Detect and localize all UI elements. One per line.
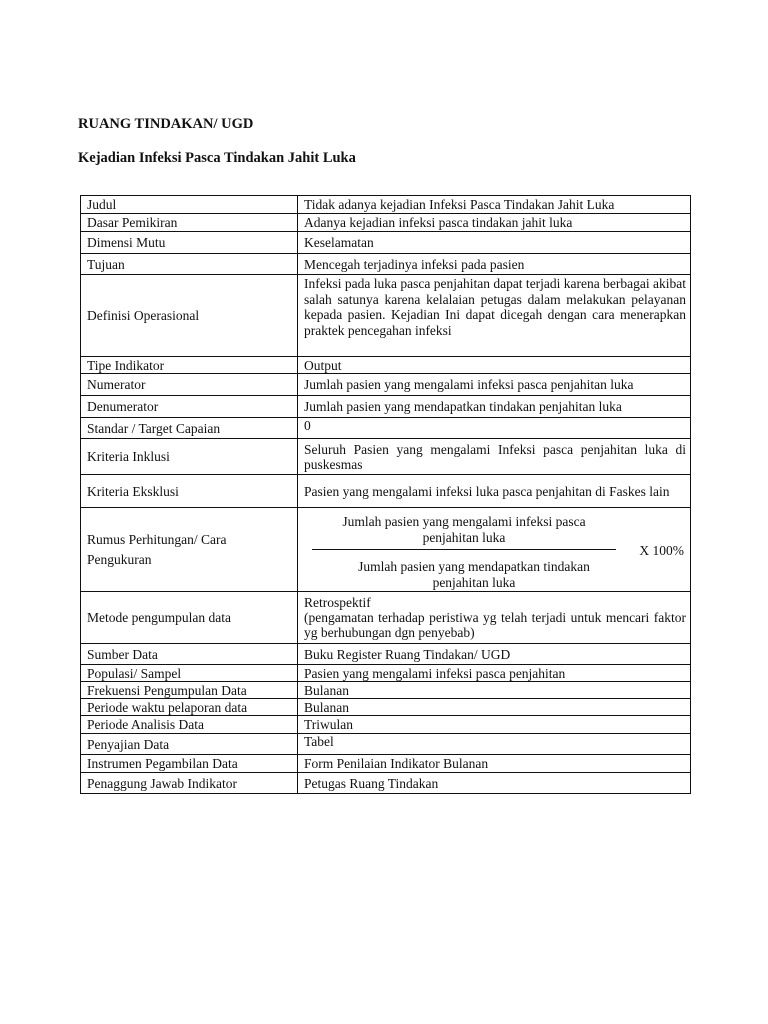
table-row (81, 396, 691, 418)
table-row (81, 773, 691, 794)
table-row (81, 275, 691, 357)
row-label: Tipe Indikator (81, 357, 298, 374)
method-note: (pengamatan terhadap peristiwa yg telah terjadi untuk mencari faktor yg berhubungan dgn penyebab) (304, 610, 686, 640)
row-value: Tidak adanya kejadian Infeksi Pasca Tindakan Jahit Luka (298, 196, 691, 214)
row-label: Penyajian Data (81, 734, 298, 755)
table-row (81, 644, 691, 665)
formula-denominator-line: Jumlah pasien yang mendapatkan tindakan (358, 558, 590, 574)
row-value: Adanya kejadian infeksi pasca tindakan jahit luka (298, 214, 691, 232)
table-row (81, 716, 691, 734)
formula-multiplier: X 100% (639, 542, 684, 558)
row-value: Pasien yang mengalami infeksi luka pasca penjahitan di Faskes lain (298, 475, 691, 508)
row-value: Buku Register Ruang Tindakan/ UGD (298, 644, 691, 665)
row-label: Penaggung Jawab Indikator (81, 773, 298, 794)
table-row (81, 439, 691, 475)
row-value: Jumlah pasien yang mengalami infeksi pasca penjahitan luka (298, 374, 691, 396)
document-title: RUANG TINDAKAN/ UGD (78, 116, 254, 132)
table-row (81, 214, 691, 232)
row-label: Rumus Perhitungan/ Cara Pengukuran (81, 508, 298, 592)
row-value: Infeksi pada luka pasca penjahitan dapat terjadi karena berbagai akibat salah satunya karena kelalaian petugas dalam melakukan pelayanan kepada pasien. Kejadian Ini dapat dicegah dengan cara menerapkan praktek pencegahan infeksi (298, 275, 691, 357)
row-value: Triwulan (298, 716, 691, 734)
formula-denominator (314, 559, 634, 591)
row-label: Populasi/ Sampel (81, 665, 298, 682)
row-value: Mencegah terjadinya infeksi pada pasien (298, 254, 691, 275)
fraction-bar (312, 549, 616, 550)
row-label: Dimensi Mutu (81, 232, 298, 254)
row-value: Tabel (298, 734, 691, 755)
row-label: Periode Analisis Data (81, 716, 298, 734)
method-value: Retrospektif (304, 595, 371, 610)
indicator-profile-table (80, 195, 691, 794)
row-label: Kriteria Inklusi (81, 439, 298, 475)
formula-cell (298, 508, 691, 592)
table-row (81, 254, 691, 275)
row-label: Judul (81, 196, 298, 214)
row-value: 0 (298, 418, 691, 439)
formula-numerator-line: penjahitan luka (422, 529, 506, 545)
row-label: Kriteria Eksklusi (81, 475, 298, 508)
row-label: Numerator (81, 374, 298, 396)
table-row (81, 734, 691, 755)
row-value: Petugas Ruang Tindakan (298, 773, 691, 794)
table-row (81, 196, 691, 214)
table-row (81, 508, 691, 592)
table-row (81, 418, 691, 439)
table-row (81, 374, 691, 396)
row-label: Tujuan (81, 254, 298, 275)
row-value (298, 592, 691, 644)
table-row (81, 232, 691, 254)
formula-numerator-line: Jumlah pasien yang mengalami infeksi pasca (342, 513, 586, 529)
table-row (81, 682, 691, 699)
row-value: Keselamatan (298, 232, 691, 254)
formula-numerator (304, 514, 624, 546)
row-value: Bulanan (298, 682, 691, 699)
row-label: Frekuensi Pengumpulan Data (81, 682, 298, 699)
formula (304, 511, 686, 589)
table-row (81, 699, 691, 716)
row-label: Metode pengumpulan data (81, 592, 298, 644)
row-label: Standar / Target Capaian (81, 418, 298, 439)
row-label: Periode waktu pelaporan data (81, 699, 298, 716)
table-row (81, 755, 691, 773)
row-label: Denumerator (81, 396, 298, 418)
table-row (81, 592, 691, 644)
row-value: Output (298, 357, 691, 374)
table-row (81, 357, 691, 374)
row-value: Pasien yang mengalami infeksi pasca penjahitan (298, 665, 691, 682)
row-label: Sumber Data (81, 644, 298, 665)
row-value: Jumlah pasien yang mendapatkan tindakan penjahitan luka (298, 396, 691, 418)
row-label: Instrumen Pegambilan Data (81, 755, 298, 773)
row-value: Bulanan (298, 699, 691, 716)
table-row (81, 475, 691, 508)
row-value: Seluruh Pasien yang mengalami Infeksi pasca penjahitan luka di puskesmas (298, 439, 691, 475)
row-label: Dasar Pemikiran (81, 214, 298, 232)
table-row (81, 665, 691, 682)
row-value: Form Penilaian Indikator Bulanan (298, 755, 691, 773)
formula-denominator-line: penjahitan luka (432, 574, 516, 590)
document-subtitle: Kejadian Infeksi Pasca Tindakan Jahit Luka (78, 150, 356, 166)
row-label: Definisi Operasional (81, 275, 298, 357)
